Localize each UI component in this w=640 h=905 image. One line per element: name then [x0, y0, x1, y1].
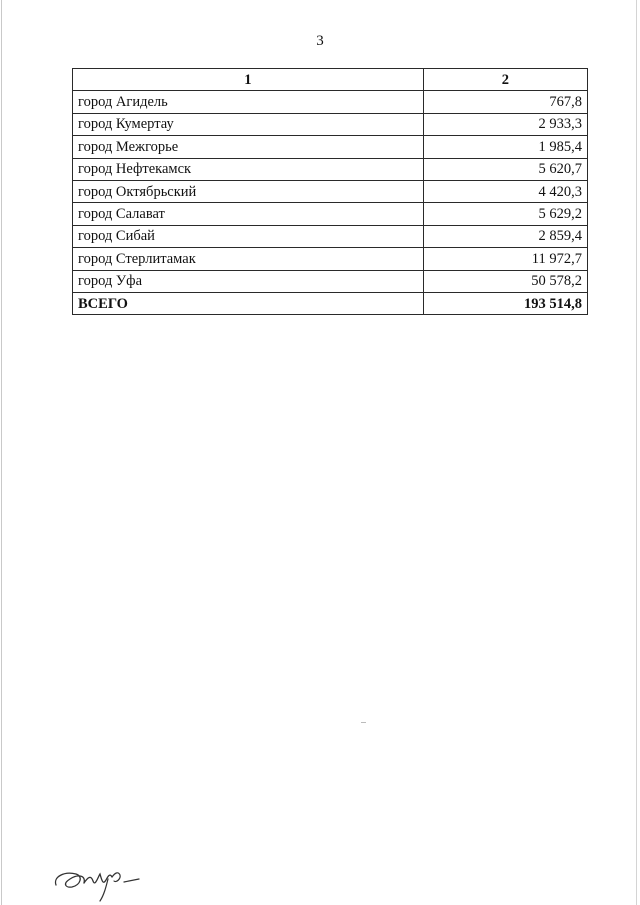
table-row	[73, 158, 588, 180]
row-name: город Стерлитамак	[73, 248, 424, 270]
row-name: город Уфа	[73, 270, 424, 292]
scan-edge-right	[636, 0, 637, 905]
table-row	[73, 270, 588, 292]
row-value: 767,8	[423, 91, 587, 113]
row-value: 2 859,4	[423, 225, 587, 247]
table-row	[73, 248, 588, 270]
table-row	[73, 91, 588, 113]
page-number: 3	[316, 33, 324, 49]
table-row	[73, 113, 588, 135]
row-value: 1 985,4	[423, 136, 587, 158]
column-header-1: 1	[73, 69, 424, 91]
data-table	[72, 68, 588, 315]
row-value: 2 933,3	[423, 113, 587, 135]
row-value: 11 972,7	[423, 248, 587, 270]
row-name: город Кумертау	[73, 113, 424, 135]
row-value: 4 420,3	[423, 180, 587, 202]
row-name: город Нефтекамск	[73, 158, 424, 180]
row-name: город Салават	[73, 203, 424, 225]
row-value: 5 620,7	[423, 158, 587, 180]
row-value: 50 578,2	[423, 270, 587, 292]
scan-edge-left	[1, 0, 2, 905]
table-row	[73, 180, 588, 202]
table-row	[73, 203, 588, 225]
column-header-2: 2	[423, 69, 587, 91]
row-name: город Агидель	[73, 91, 424, 113]
total-label: ВСЕГО	[73, 292, 424, 314]
total-row	[73, 292, 588, 314]
handwritten-signature	[50, 855, 150, 905]
table-row	[73, 225, 588, 247]
table-header-row	[73, 69, 588, 91]
table-row	[73, 136, 588, 158]
row-name: город Межгорье	[73, 136, 424, 158]
total-value: 193 514,8	[423, 292, 587, 314]
row-name: город Сибай	[73, 225, 424, 247]
row-value: 5 629,2	[423, 203, 587, 225]
row-name: город Октябрьский	[73, 180, 424, 202]
scan-mark	[361, 722, 366, 723]
